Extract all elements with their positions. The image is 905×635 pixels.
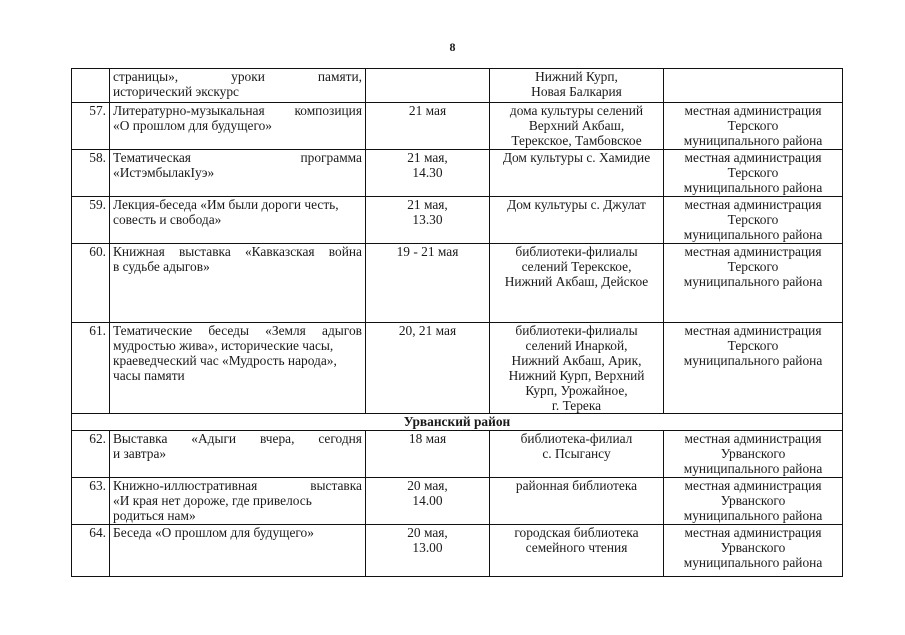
event-place: [490, 431, 664, 478]
table-row: [72, 150, 843, 197]
cell-line: местная администрация: [684, 197, 822, 212]
event-place: [490, 525, 664, 577]
row-number: [72, 69, 110, 103]
title-word: Тематическая: [113, 150, 191, 165]
cell-line: местная администрация: [684, 244, 822, 259]
event-place: [490, 103, 664, 150]
cell-line: муниципального района: [683, 274, 823, 289]
cell-line: муниципального района: [683, 461, 823, 476]
cell-line: муниципального района: [683, 133, 823, 148]
event-place: [490, 478, 664, 525]
title-word: Тематические: [113, 323, 193, 338]
title-word: адыгов: [322, 323, 362, 338]
cell-line: Нижний Акбаш, Арик,: [511, 353, 642, 368]
table-row: [72, 323, 843, 414]
cell-line: Верхний Акбаш,: [528, 118, 625, 133]
cell-line: мудростью жива», исторические часы,: [113, 338, 334, 353]
cell-line: Беседа «О прошлом для будущего»: [113, 525, 314, 540]
cell-line: 14.30: [412, 165, 443, 180]
events-table: [71, 68, 843, 577]
title-word: Книжно-иллюстративная: [113, 478, 258, 493]
event-title: [110, 431, 366, 478]
cell-line: Терского: [727, 212, 779, 227]
cell-line: муниципального района: [683, 508, 823, 523]
title-word: памяти,: [317, 69, 362, 84]
title-word: уроки: [231, 69, 265, 84]
event-organizer: [664, 323, 843, 414]
title-justified-line: [113, 431, 362, 446]
event-date: [366, 150, 490, 197]
cell-line: Терского: [727, 165, 779, 180]
title-word: выставка: [310, 478, 362, 493]
table-row: [72, 478, 843, 525]
event-place: [490, 323, 664, 414]
event-title: [110, 197, 366, 244]
cell-line: «И края нет дороже, где привелось: [113, 493, 312, 508]
cell-line: Дом культуры с. Хамидие: [502, 150, 651, 165]
cell-line: Терского: [727, 338, 779, 353]
title-justified-line: [113, 150, 362, 165]
cell-line: муниципального района: [683, 555, 823, 570]
cell-line: Нижний Акбаш, Дейское: [504, 274, 649, 289]
row-number: 61.: [72, 323, 110, 414]
title-word: вчера,: [259, 431, 295, 446]
cell-line: местная администрация: [684, 478, 822, 493]
cell-line: 21 мая,: [407, 150, 448, 165]
title-justified-line: [113, 323, 362, 338]
event-organizer: [664, 69, 843, 103]
cell-line: 13.30: [412, 212, 443, 227]
cell-line: семейного чтения: [525, 540, 628, 555]
title-justified-line: [113, 244, 362, 259]
cell-line: г. Терека: [551, 398, 602, 413]
cell-line: библиотеки-филиалы: [515, 244, 638, 259]
cell-line: Урванского: [720, 493, 786, 508]
cell-line: Терского: [727, 118, 779, 133]
event-title: [110, 323, 366, 414]
cell-line: муниципального района: [683, 180, 823, 195]
event-title: [110, 478, 366, 525]
cell-line: 13.00: [412, 540, 443, 555]
event-date: [366, 525, 490, 577]
title-word: выставка: [178, 244, 231, 259]
row-number: 60.: [72, 244, 110, 323]
cell-line: местная администрация: [684, 323, 822, 338]
table-row: [72, 103, 843, 150]
cell-line: 18 мая: [408, 431, 447, 446]
cell-line: муниципального района: [683, 353, 823, 368]
cell-line: совесть и свобода»: [113, 212, 222, 227]
cell-line: библиотеки-филиалы: [515, 323, 638, 338]
event-organizer: [664, 478, 843, 525]
title-word: беседы: [208, 323, 249, 338]
event-organizer: [664, 431, 843, 478]
cell-line: часы памяти: [113, 368, 185, 383]
title-word: Литературно-музыкальная: [113, 103, 265, 118]
row-number: 64.: [72, 525, 110, 577]
cell-line: муниципального района: [683, 227, 823, 242]
event-date: [366, 478, 490, 525]
cell-line: Терекское, Тамбовское: [511, 133, 642, 148]
event-date: [366, 323, 490, 414]
event-title: [110, 244, 366, 323]
title-word: композиция: [294, 103, 362, 118]
event-organizer: [664, 244, 843, 323]
cell-line: Нижний Курп, Верхний: [508, 368, 645, 383]
page-number: 8: [449, 40, 456, 54]
cell-line: Дом культуры с. Джулат: [507, 197, 646, 212]
table-row: [72, 244, 843, 323]
table-row: [72, 525, 843, 577]
cell-line: и завтра»: [113, 446, 167, 461]
table-row: [72, 431, 843, 478]
cell-line: селений Терекское,: [521, 259, 632, 274]
cell-line: Курп, Урожайное,: [525, 383, 628, 398]
event-organizer: [664, 103, 843, 150]
cell-line: 20 мая,: [407, 525, 448, 540]
cell-line: 21 мая: [408, 103, 447, 118]
event-date: [366, 69, 490, 103]
row-number: 58.: [72, 150, 110, 197]
cell-line: исторический экскурс: [113, 84, 239, 99]
event-place: [490, 197, 664, 244]
cell-line: Нижний Курп,: [535, 69, 618, 84]
cell-line: 21 мая,: [407, 197, 448, 212]
event-title: [110, 525, 366, 577]
cell-line: районная библиотека: [515, 478, 638, 493]
cell-line: краеведческий час «Мудрость народа»,: [113, 353, 337, 368]
cell-line: 14.00: [412, 493, 443, 508]
event-organizer: [664, 525, 843, 577]
cell-line: родиться нам»: [113, 508, 196, 523]
event-organizer: [664, 197, 843, 244]
cell-line: 19 - 21 мая: [396, 244, 459, 259]
cell-line: местная администрация: [684, 431, 822, 446]
title-word: Книжная: [113, 244, 165, 259]
cell-line: Урванского: [720, 540, 786, 555]
event-date: [366, 103, 490, 150]
event-date: [366, 244, 490, 323]
title-word: программа: [300, 150, 362, 165]
cell-line: «ИстэмбылакIуэ»: [113, 165, 215, 180]
table-row: [72, 197, 843, 244]
title-word: война: [328, 244, 362, 259]
cell-line: Урванского: [720, 446, 786, 461]
cell-line: 20, 21 мая: [398, 323, 457, 338]
cell-line: Лекция-беседа «Им были дороги честь,: [113, 197, 339, 212]
section-row: [72, 414, 843, 431]
title-justified-line: [113, 478, 362, 493]
event-title: [110, 150, 366, 197]
event-place: [490, 69, 664, 103]
cell-line: местная администрация: [684, 525, 822, 540]
title-justified-line: [113, 103, 362, 118]
title-word: страницы»,: [113, 69, 179, 84]
row-number: 57.: [72, 103, 110, 150]
event-organizer: [664, 150, 843, 197]
event-title: [110, 69, 366, 103]
cell-line: городская библиотека: [514, 525, 639, 540]
table-row: [72, 69, 843, 103]
title-word: «Адыги: [191, 431, 237, 446]
event-place: [490, 150, 664, 197]
cell-line: библиотека-филиал: [520, 431, 633, 446]
title-word: «Земля: [265, 323, 306, 338]
cell-line: «О прошлом для будущего»: [113, 118, 272, 133]
event-title: [110, 103, 366, 150]
cell-line: местная администрация: [684, 150, 822, 165]
cell-line: Новая Балкария: [531, 84, 622, 99]
event-place: [490, 244, 664, 323]
row-number: 63.: [72, 478, 110, 525]
title-justified-line: [113, 69, 362, 84]
row-number: 62.: [72, 431, 110, 478]
cell-line: с. Псыгансу: [542, 446, 611, 461]
row-number: 59.: [72, 197, 110, 244]
cell-line: в судьбе адыгов»: [113, 259, 210, 274]
cell-line: местная администрация: [684, 103, 822, 118]
title-word: «Кавказская: [244, 244, 315, 259]
title-word: сегодня: [318, 431, 362, 446]
section-heading: Урванский район: [72, 414, 843, 431]
title-word: Выставка: [113, 431, 168, 446]
event-date: [366, 197, 490, 244]
cell-line: 20 мая,: [407, 478, 448, 493]
cell-line: Терского: [727, 259, 779, 274]
event-date: [366, 431, 490, 478]
cell-line: дома культуры селений: [509, 103, 644, 118]
cell-line: селений Инаркой,: [525, 338, 628, 353]
